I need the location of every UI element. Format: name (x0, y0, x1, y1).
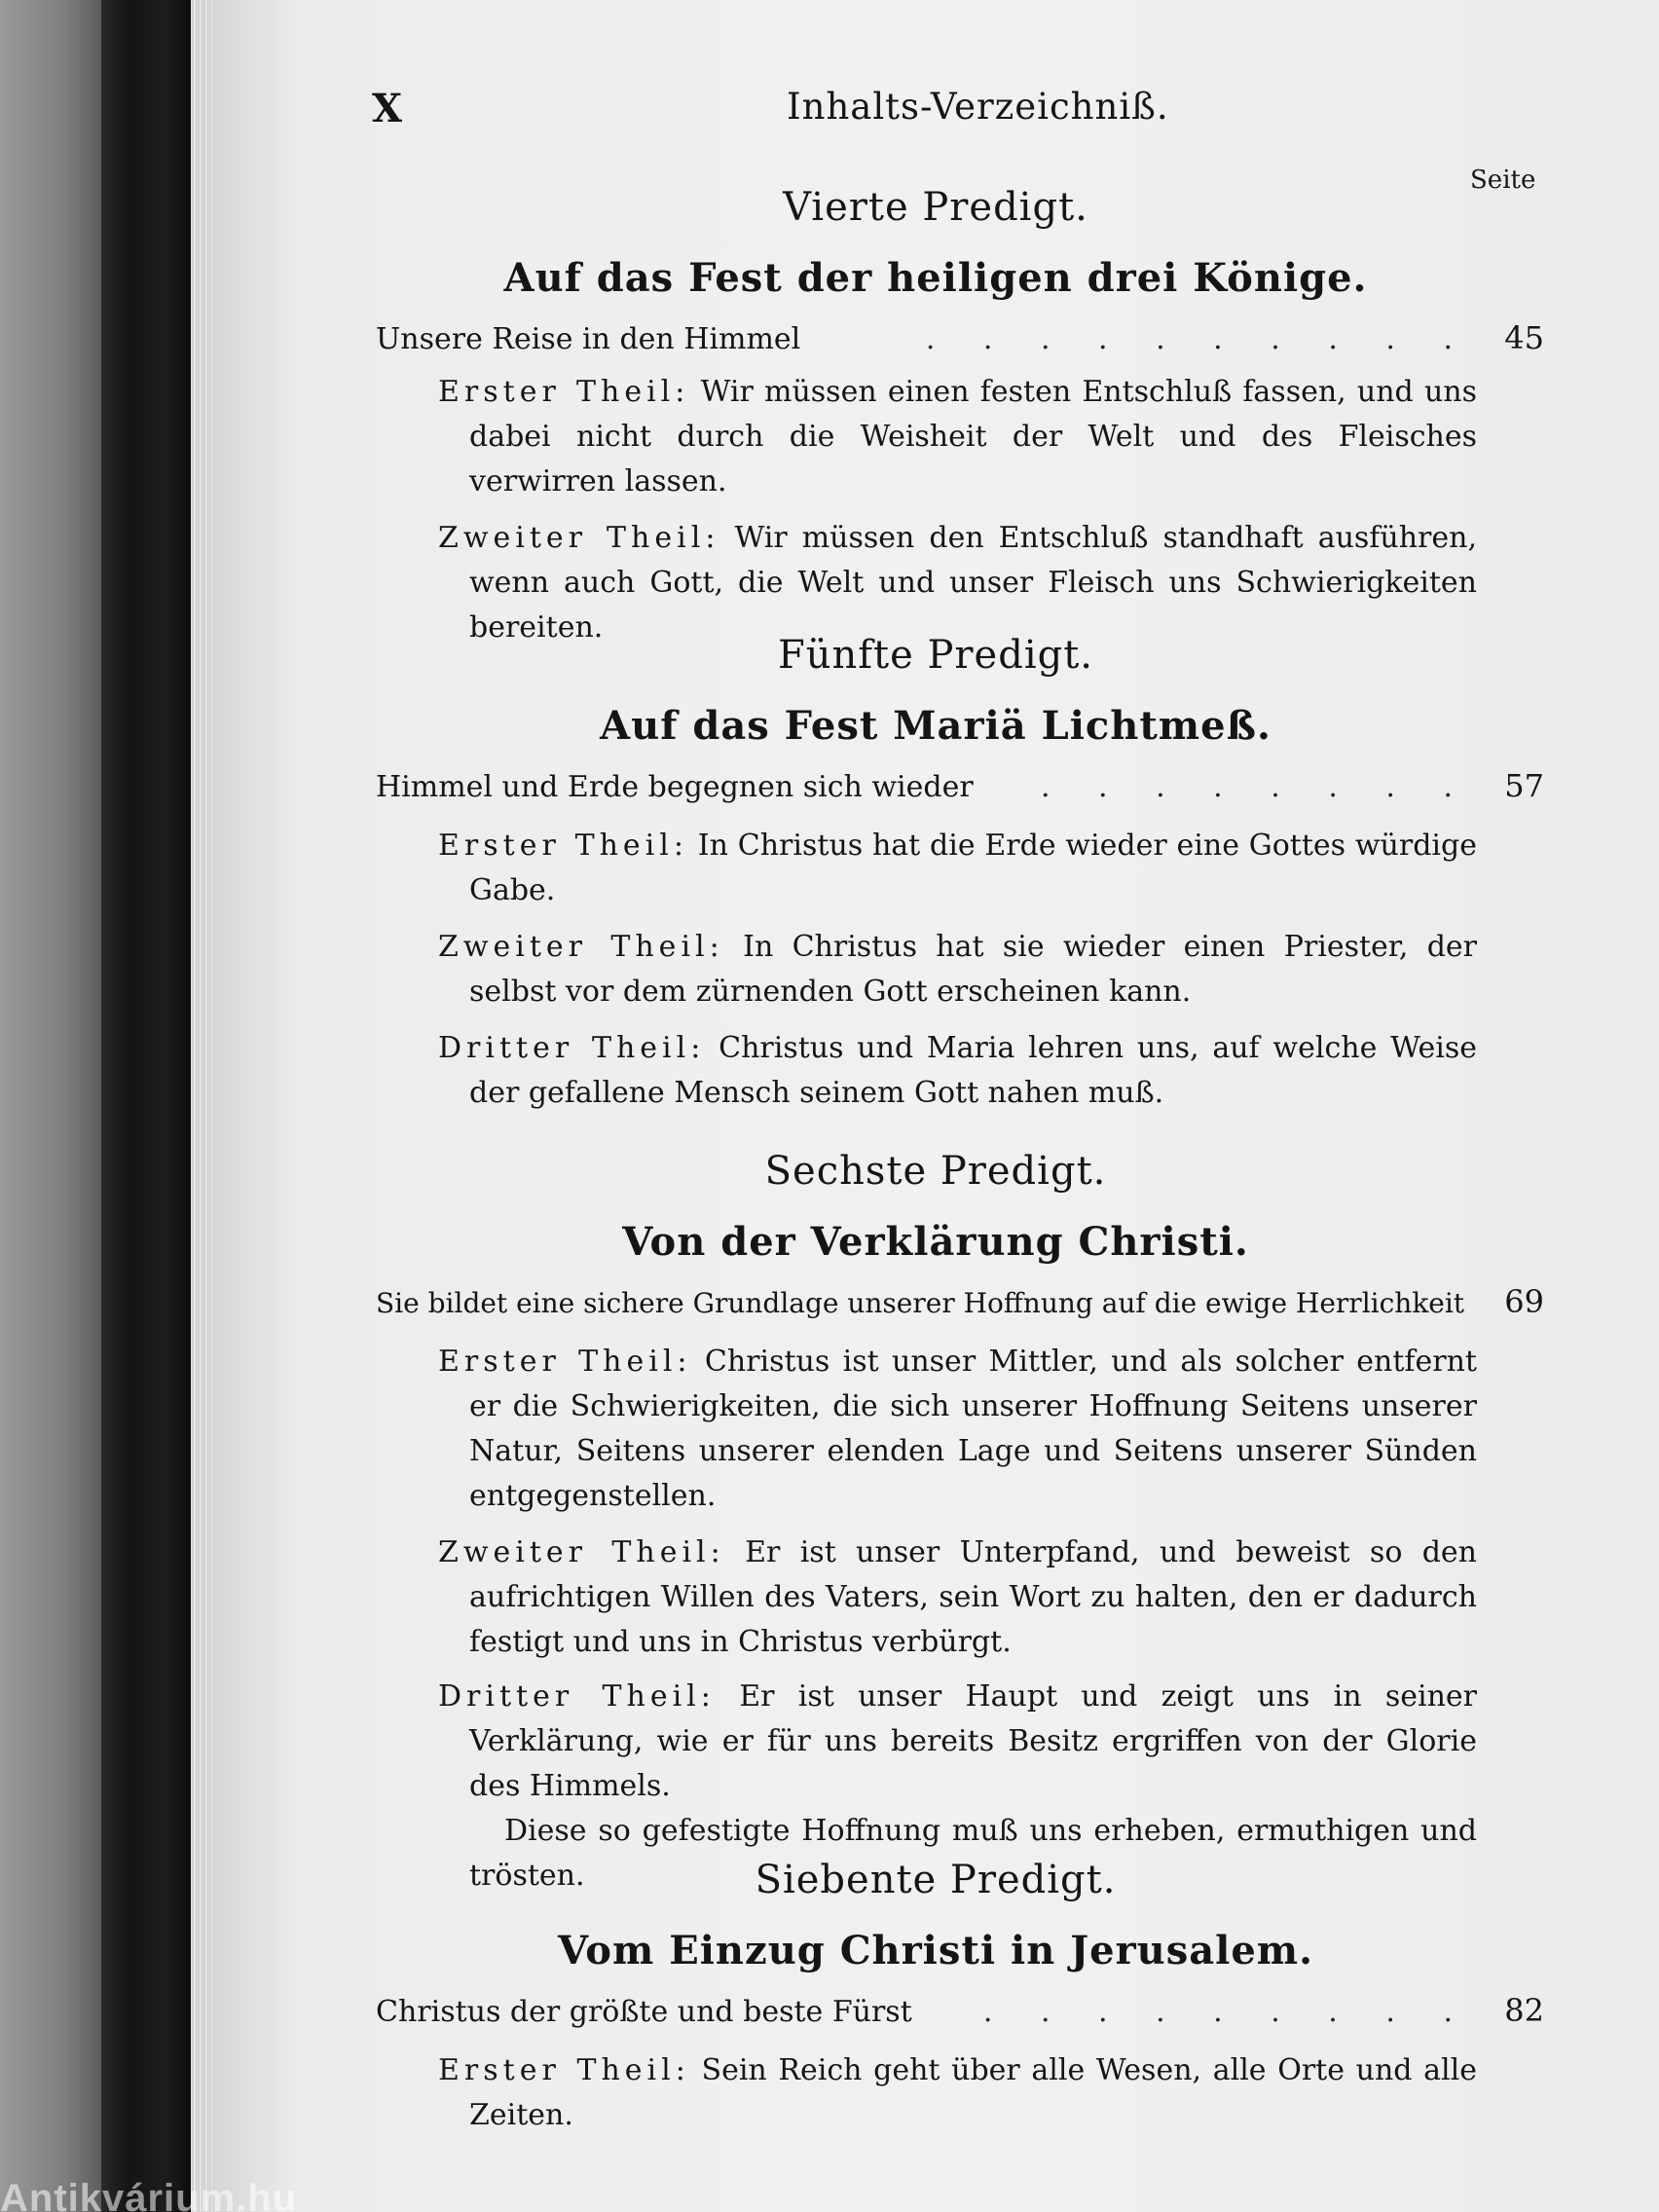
sermon-part (438, 1340, 1477, 1519)
part-label: Erster Theil: (438, 829, 688, 863)
toc-entry[interactable] (376, 319, 1544, 366)
entry-title: Unsere Reise in den Himmel (376, 322, 801, 356)
part-label: Erster Theil: (438, 1345, 692, 1379)
sermon-part (438, 2048, 1477, 2138)
toc-entry[interactable] (376, 767, 1544, 814)
part-text: Sein Reich geht über alle Wesen, alle Orte und alle Zeiten. (469, 2053, 1477, 2132)
leader-dots: . . . . . . . . (1040, 770, 1472, 804)
leader-dots: . . . . . . . . . (982, 1995, 1472, 2029)
sermon-ordinal: Sechste Predigt. (764, 1149, 1107, 1194)
sermon-part (438, 370, 1477, 504)
part-text: In Christus hat sie wieder einen Priester, der selbst vor dem zürnenden Gott erscheinen kann. (469, 930, 1478, 1009)
part-label: Erster Theil: (438, 2053, 690, 2087)
background-left (0, 0, 107, 2212)
sermon-part (438, 925, 1477, 1014)
sermon-part (438, 824, 1477, 913)
entry-page-number: 57 (1504, 767, 1544, 804)
running-title: Inhalts-Verzeichniß. (787, 86, 1169, 128)
part-label: Zweiter Theil: (438, 1535, 725, 1569)
part-text: Wir müssen einen festen Entschluß fassen, und uns dabei nicht durch die Weisheit der Welt und des Fleisches verwirren lassen. (469, 375, 1477, 498)
part-label: Dritter Theil: (438, 1031, 706, 1065)
entry-title: Sie bildet eine sichere Grundlage unserer Hoffnung auf die ewige Herrlichkeit (376, 1287, 1465, 1319)
sermon-occasion: Vom Einzug Christi in Jerusalem. (557, 1928, 1314, 1973)
entry-page-number: 69 (1504, 1283, 1544, 1320)
part-text: Christus und Maria lehren uns, auf welche Weise der gefallene Mensch seinem Gott nahen muß. (469, 1031, 1477, 1110)
page-column-label: Seite (1470, 166, 1536, 195)
part-text: Er ist unser Unterpfand, und beweist so den aufrichtigen Willen des Vaters, sein Wort zu halten, den er dadurch festigt und uns in Christus verbürgt. (469, 1535, 1478, 1659)
page-edges (191, 0, 212, 2212)
sermon-part (438, 516, 1477, 650)
entry-page-number: 82 (1504, 1992, 1544, 2029)
part-text: Christus ist unser Mittler, und als solcher entfernt er die Schwierigkeiten, die sich unserer Hoffnung Seitens unserer Natur, Seitens unserer elenden Lage und Seitens unserer Sünden entgegenstellen. (469, 1345, 1477, 1513)
part-conclusion: Diese so gefestigte Hoffnung muß uns erheben, ermuthigen und trösten. (469, 1814, 1477, 1893)
leader-dots: . . . . . . . . . . (925, 322, 1472, 356)
sermon-part (438, 1530, 1477, 1665)
part-label: Zweiter Theil: (438, 521, 720, 555)
page-number: X (372, 86, 403, 131)
sermon-occasion: Auf das Fest Mariä Lichtmeß. (600, 703, 1272, 749)
sermon-ordinal: Vierte Predigt. (783, 185, 1088, 230)
watermark: Antikvárium.hu (0, 2177, 298, 2212)
part-label: Zweiter Theil: (438, 930, 724, 964)
toc-entry[interactable] (376, 1992, 1544, 2039)
toc-entry[interactable] (376, 1283, 1544, 1330)
part-text: Wir müssen den Entschluß standhaft ausführen, wenn auch Gott, die Welt und unser Fleisch uns Schwierigkeiten bereiten. (469, 521, 1477, 645)
sermon-part (438, 1026, 1477, 1116)
sermon-ordinal: Siebente Predigt. (755, 1858, 1117, 1902)
part-text: In Christus hat die Erde wieder eine Gottes würdige Gabe. (469, 829, 1477, 907)
sermon-ordinal: Fünfte Predigt. (777, 633, 1094, 678)
part-label: Dritter Theil: (438, 1679, 716, 1714)
part-text: Er ist unser Haupt und zeigt uns in seiner Verklärung, wie er für uns bereits Besitz ergriffen von der Glorie des Himmels. (469, 1679, 1477, 1803)
entry-title: Himmel und Erde begegnen sich wieder (376, 770, 974, 804)
book-spine (101, 0, 191, 2212)
entry-page-number: 45 (1504, 319, 1544, 356)
entry-title: Christus der größte und beste Fürst (376, 1995, 912, 2029)
sermon-occasion: Von der Verklärung Christi. (622, 1219, 1249, 1265)
sermon-occasion: Auf das Fest der heiligen drei Könige. (503, 255, 1368, 301)
part-label: Erster Theil: (438, 375, 690, 409)
